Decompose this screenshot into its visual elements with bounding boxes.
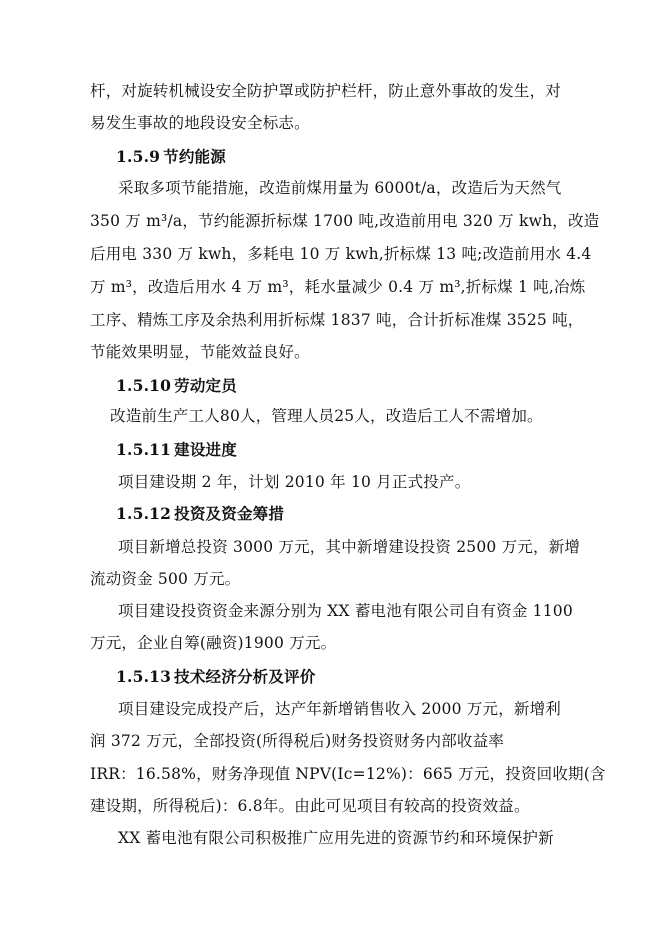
paragraph-line: 项目新增总投资 3000 万元，其中新增建设投资 2500 万元，新增 [118,538,581,556]
paragraph-line: 万元，企业自筹(融资)1900 万元。 [90,634,337,652]
section-heading-1-5-9 [116,147,226,167]
section-title: 劳动定员 [174,376,237,395]
paragraph-line: 建设期，所得税后)：6.8年。由此可见项目有较高的投资效益。 [90,797,530,815]
section-number: 1.5.12 [116,504,172,523]
paragraph-line: 项目建设期 2 年，计划 2010 年 10 月正式投产。 [118,473,471,491]
section-title: 投资及资金筹措 [174,504,285,523]
paragraph-line: IRR：16.58%，财务净现值 NPV(Ic=12%)：665 万元，投资回收期(含 [90,765,606,783]
paragraph-line: 流动资金 500 万元。 [90,570,241,588]
paragraph-line: 杆，对旋转机械设安全防护罩或防护栏杆，防止意外事故的发生，对 [90,82,562,100]
paragraph-line: XX 蓄电池有限公司积极推广应用先进的资源节约和环境保护新 [118,829,554,847]
section-number: 1.5.9 [116,147,161,166]
section-number: 1.5.10 [116,376,172,395]
paragraph-line: 润 372 万元，全部投资(所得税后)财务投资财务内部收益率 [90,732,505,750]
paragraph-line: 后用电 330 万 kwh，多耗电 10 万 kwh,折标煤 13 吨;改造前用水 4.4 [90,245,592,263]
paragraph-line: 节能效果明显，节能效益良好。 [90,343,310,361]
section-title: 节约能源 [163,147,226,166]
section-heading-1-5-13 [116,667,315,687]
paragraph-line: 易发生事故的地段设安全标志。 [90,114,310,132]
section-heading-1-5-12 [116,504,284,524]
paragraph-line: 项目建设完成投产后，达产年新增销售收入 2000 万元，新增利 [118,700,562,718]
section-heading-1-5-10 [116,376,237,396]
section-title: 技术经济分析及评价 [174,667,316,686]
paragraph-line: 采取多项节能措施，改造前煤用量为 6000t/a，改造后为天然气 [118,179,562,197]
section-number: 1.5.11 [116,440,172,459]
paragraph-line: 项目建设投资资金来源分别为 XX 蓄电池有限公司自有资金 1100 [118,602,573,620]
section-heading-1-5-11 [116,440,237,460]
paragraph-line: 改造前生产工人80人，管理人员25人，改造后工人不需增加。 [110,407,543,425]
paragraph-line: 工序、精炼工序及余热利用折标煤 1837 吨，合计折标准煤 3525 吨， [90,311,584,329]
section-number: 1.5.13 [116,667,172,686]
section-title: 建设进度 [174,440,237,459]
paragraph-line: 万 m³，改造后用水 4 万 m³，耗水量减少 0.4 万 m³,折标煤 1 吨,冶炼 [90,278,586,296]
paragraph-line: 350 万 m³/a，节约能源折标煤 1700 吨,改造前用电 320 万 kwh，改造 [90,212,600,230]
